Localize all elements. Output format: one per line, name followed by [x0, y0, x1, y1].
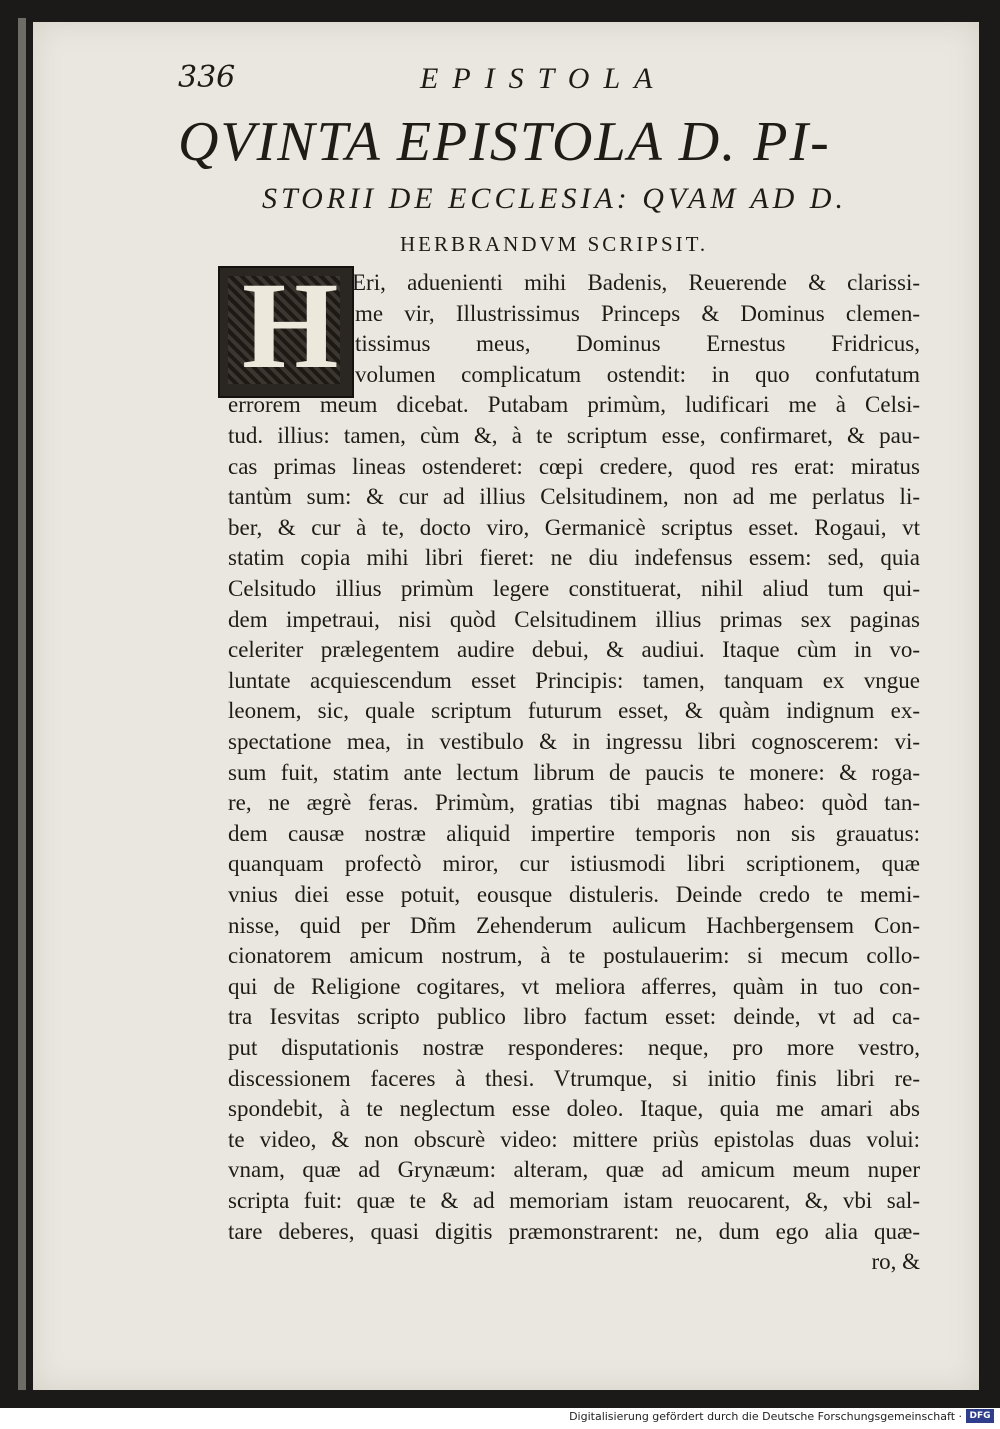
text-line: scripta fuit: quæ te & ad memoriam istam reuocarent, &, vbi sal- [228, 1188, 920, 1213]
text-line: spectatione mea, in vestibulo & in ingressu libri cognoscerem: vi- [228, 729, 920, 754]
text-line: me vir, Illustrissimus Princeps & Dominus clemen- [355, 300, 920, 326]
title-line-1: QVINTA EPISTOLA D. PI- [178, 111, 831, 173]
text-line: luntate acquiescendum esset Principis: tamen, tanquam ex vngue [228, 667, 920, 693]
running-head: EPISTOLA [420, 62, 667, 95]
text-line: tissimus meus, Dominus Ernestus Fridricus, [355, 331, 920, 357]
text-line: celeriter prælegentem audire debui, & audiui. Itaque cùm in vo- [228, 637, 920, 663]
page-number: 336 [178, 60, 236, 95]
text-line: quanquam profectò miror, cur istiusmodi libri scriptionem, quæ [228, 851, 920, 877]
text-line: errorem meum dicebat. Putabam primùm, ludificari me à Celsi- [228, 392, 920, 418]
text-line: dem impetraui, nisi quòd Celsitudinem illius primas sex paginas [228, 606, 920, 632]
initial-letter: H [242, 257, 339, 394]
text-line: tare deberes, quasi digitis præmonstrarent: ne, dum ego alia quæ- [228, 1218, 920, 1244]
text-line: te video, & non obscurè video: mittere priùs epistolas duas volui: [228, 1126, 920, 1152]
text-line: put disputationis nostræ responderes: neque, pro more vestro, [228, 1035, 920, 1060]
text-line: tra Iesvitas scripto publico libro factum esset: deinde, vt ad ca- [228, 1004, 920, 1030]
text-line: Celsitudo illius primùm legere constituerat, nihil aliud tum qui- [228, 576, 920, 601]
text-line: qui de Religione cogitares, vt meliora afferres, quàm in tuo con- [228, 973, 920, 999]
footer-credit: Digitalisierung gefördert durch die Deutsche Forschungsgemeinschaft · [569, 1410, 962, 1423]
text-line: leonem, sic, quale scriptum futurum esset, & quàm indignum ex- [228, 698, 920, 724]
text-line: re, ne ægrè feras. Primùm, gratias tibi magnas habeo: quòd tan- [228, 790, 920, 816]
title-line-2: STORII DE ECCLESIA: QVAM AD D. [262, 182, 847, 215]
text-line: vnam, quæ ad Grynæum: alteram, quæ ad amicum meum nuper [228, 1157, 920, 1183]
page-edge [18, 18, 26, 1390]
text-line: volumen complicatum ostendit: in quo confutatum [355, 361, 920, 387]
text-line: tantùm sum: & cur ad illius Celsitudinem, non ad me perlatus li- [228, 484, 920, 510]
decorated-initial [218, 257, 354, 398]
title-line-3: HERBRANDVM SCRIPSIT. [400, 232, 709, 256]
text-line: cas primas lineas ostenderet: cœpi credere, quod res erat: miratus [228, 453, 920, 479]
text-line: cionatorem amicum nostrum, à te postulauerim: si mecum collo- [228, 943, 920, 969]
text-line: Eri, aduenienti mihi Badenis, Reuerende & clarissi- [352, 270, 920, 295]
text-line: ro, & [871, 1249, 920, 1275]
text-line: sum fuit, statim ante lectum librum de paucis te monere: & roga- [228, 759, 920, 785]
text-line: vnius diei esse potuit, eousque distuleris. Deinde credo te memi- [228, 882, 920, 907]
text-line: nisse, quid per Dñm Zehenderum aulicum Hachbergensem Con- [228, 912, 920, 938]
text-line: statim copia mihi libri fieret: ne diu indefensus essem: sed, quia [228, 545, 920, 571]
dfg-logo: DFG [966, 1409, 994, 1423]
text-line: ber, & cur à te, docto viro, Germanicè scriptus esset. Rogaui, vt [228, 514, 920, 540]
text-line: discessionem faceres à thesi. Vtrumque, si initio finis libri re- [228, 1065, 920, 1091]
text-line: tud. illius: tamen, cùm &, à te scriptum esse, confirmaret, & pau- [228, 423, 920, 448]
text-line: dem causæ nostræ aliquid impertire temporis non sis grauatus: [228, 820, 920, 846]
text-line: spondebit, à te neglectum esse doleo. Itaque, quia me amari abs [228, 1096, 920, 1122]
